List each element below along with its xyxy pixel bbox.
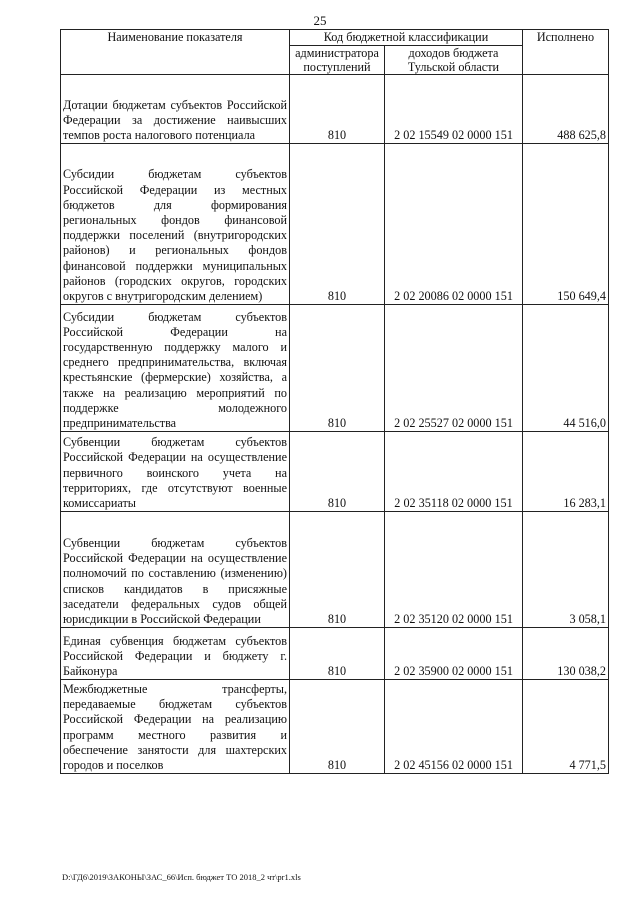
header-classification-code: Код бюджетной классификации bbox=[290, 30, 523, 46]
row-indicator-name: Дотации бюджетам субъектов Российской Федерации за достижение наивысших темпов роста налогового потенциала bbox=[61, 75, 290, 144]
row-executed-value: 4 771,5 bbox=[523, 680, 609, 774]
table-body bbox=[61, 75, 609, 774]
row-revenue-code: 2 02 35120 02 0000 151 bbox=[385, 512, 523, 628]
row-indicator-name: Межбюджетные трансферты, передаваемые бюджетам субъектов Российской Федерации на реализацию программ местного развития и обеспечение занятости для шахтерских городов и поселков bbox=[61, 680, 290, 774]
row-executed-value: 150 649,4 bbox=[523, 144, 609, 305]
row-admin-code: 810 bbox=[290, 75, 385, 144]
table-row bbox=[61, 432, 609, 512]
row-indicator-name: Единая субвенция бюджетам субъектов Российской Федерации и бюджету г. Байконура bbox=[61, 628, 290, 680]
row-admin-code: 810 bbox=[290, 628, 385, 680]
row-executed-value: 130 038,2 bbox=[523, 628, 609, 680]
header-executed: Исполнено bbox=[523, 30, 609, 75]
table-row bbox=[61, 512, 609, 628]
row-indicator-name: Субвенции бюджетам субъектов Российской Федерации на осуществление первичного воинского учета на территориях, где отсутствуют военные комиссариаты bbox=[61, 432, 290, 512]
table-row bbox=[61, 628, 609, 680]
budget-table bbox=[60, 29, 609, 774]
row-executed-value: 16 283,1 bbox=[523, 432, 609, 512]
header-indicator-name: Наименование показателя bbox=[61, 30, 290, 75]
table-row bbox=[61, 144, 609, 305]
row-admin-code: 810 bbox=[290, 680, 385, 774]
table-row bbox=[61, 75, 609, 144]
header-revenue: доходов бюджета Тульской области bbox=[385, 46, 523, 75]
row-executed-value: 488 625,8 bbox=[523, 75, 609, 144]
row-revenue-code: 2 02 35118 02 0000 151 bbox=[385, 432, 523, 512]
row-admin-code: 810 bbox=[290, 512, 385, 628]
row-indicator-name: Субвенции бюджетам субъектов Российской Федерации на осуществление полномочий по составлению (изменению) списков кандидатов в присяжные заседатели федеральных судов общей юрисдикции в Российской Федерации bbox=[61, 512, 290, 628]
row-indicator-name: Субсидии бюджетам субъектов Российской Федерации на государственную поддержку малого и среднего предпринимательства, включая крестьянские (фермерские) хозяйства, а также на реализацию мероприятий по поддержке молодежного предпринимательства bbox=[61, 305, 290, 432]
row-admin-code: 810 bbox=[290, 432, 385, 512]
header-admin: администратора поступлений bbox=[290, 46, 385, 75]
table-row bbox=[61, 680, 609, 774]
row-revenue-code: 2 02 25527 02 0000 151 bbox=[385, 305, 523, 432]
row-executed-value: 3 058,1 bbox=[523, 512, 609, 628]
row-admin-code: 810 bbox=[290, 144, 385, 305]
page-number: 25 bbox=[313, 13, 327, 28]
row-revenue-code: 2 02 45156 02 0000 151 bbox=[385, 680, 523, 774]
row-admin-code: 810 bbox=[290, 305, 385, 432]
table-row bbox=[61, 305, 609, 432]
file-path-footer: D:\ГД6\2019\ЗАКОНЫ\ЗАС_66\Исп. бюджет ТО 2018_2 чт\pr1.xls bbox=[62, 872, 301, 882]
row-executed-value: 44 516,0 bbox=[523, 305, 609, 432]
row-revenue-code: 2 02 15549 02 0000 151 bbox=[385, 75, 523, 144]
row-revenue-code: 2 02 20086 02 0000 151 bbox=[385, 144, 523, 305]
row-revenue-code: 2 02 35900 02 0000 151 bbox=[385, 628, 523, 680]
row-indicator-name: Субсидии бюджетам субъектов Российской Федерации из местных бюджетов для формирования региональных фондов финансовой поддержки поселений (внутригородских районов) и региональных фондов финансовой поддержки муниципальных районов (городских округов, городских округов с внутригородским делением) bbox=[61, 144, 290, 305]
header-row-top bbox=[61, 30, 609, 46]
